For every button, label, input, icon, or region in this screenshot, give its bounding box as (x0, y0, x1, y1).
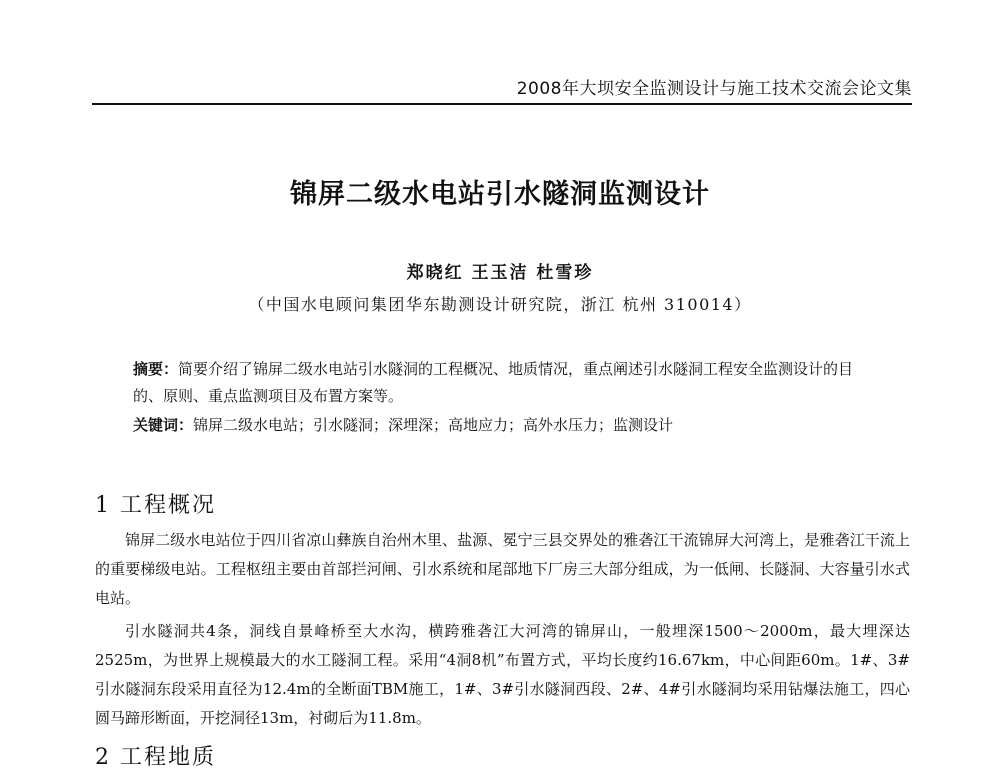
section-1-paragraph-2 (95, 617, 910, 733)
running-header (92, 74, 912, 105)
paragraph: 引水隧洞共4条，洞线自景峰桥至大水沟，横跨雅砻江大河湾的锦屏山，一般埋深1500～2000m，最大埋深达2525m，为世界上规模最大的水工隧洞工程。采用“4洞8机”布置方式，平均长度约16.67km，中心间距60m。1#、3#引水隧洞东段采用直径为12.4m的全断面TBM施工，1#、3#引水隧洞西段、2#、4#引水隧洞均采用钻爆法施工，四心圆马蹄形断面，开挖洞径13m，衬砌后为11.8m。 (95, 622, 910, 727)
section-heading-1: 1 工程概况 (95, 493, 216, 518)
affiliation: （中国水电顾问集团华东勘测设计研究院，浙江 杭州 310014） (248, 295, 752, 314)
running-title: 2008年大坝安全监测设计与施工技术交流会论文集 (516, 79, 912, 99)
keywords (133, 412, 893, 439)
authors: 郑晓红 王玉洁 杜雪珍 (406, 263, 594, 283)
abstract (133, 356, 878, 410)
section-heading-2: 2 工程地质 (95, 745, 216, 770)
abstract-text: 简要介绍了锦屏二级水电站引水隧洞的工程概况、地质情况，重点阐述引水隧洞工程安全监测设计的目的、原则、重点监测项目及布置方案等。 (133, 360, 854, 405)
abstract-label: 摘要： (133, 360, 179, 378)
section-1-paragraph-1 (95, 526, 910, 613)
keywords-label: 关键词： (133, 416, 194, 434)
paragraph: 锦屏二级水电站位于四川省凉山彝族自治州木里、盐源、冕宁三县交界处的雅砻江干流锦屏大河湾上，是雅砻江干流上的重要梯级电站。工程枢纽主要由首部拦河闸、引水系统和尾部地下厂房三大部分组成，为一低闸、长隧洞、大容量引水式电站。 (95, 531, 910, 607)
keywords-text: 锦屏二级水电站；引水隧洞；深埋深；高地应力；高外水压力；监测设计 (193, 416, 674, 434)
paper-title: 锦屏二级水电站引水隧洞监测设计 (290, 179, 710, 210)
